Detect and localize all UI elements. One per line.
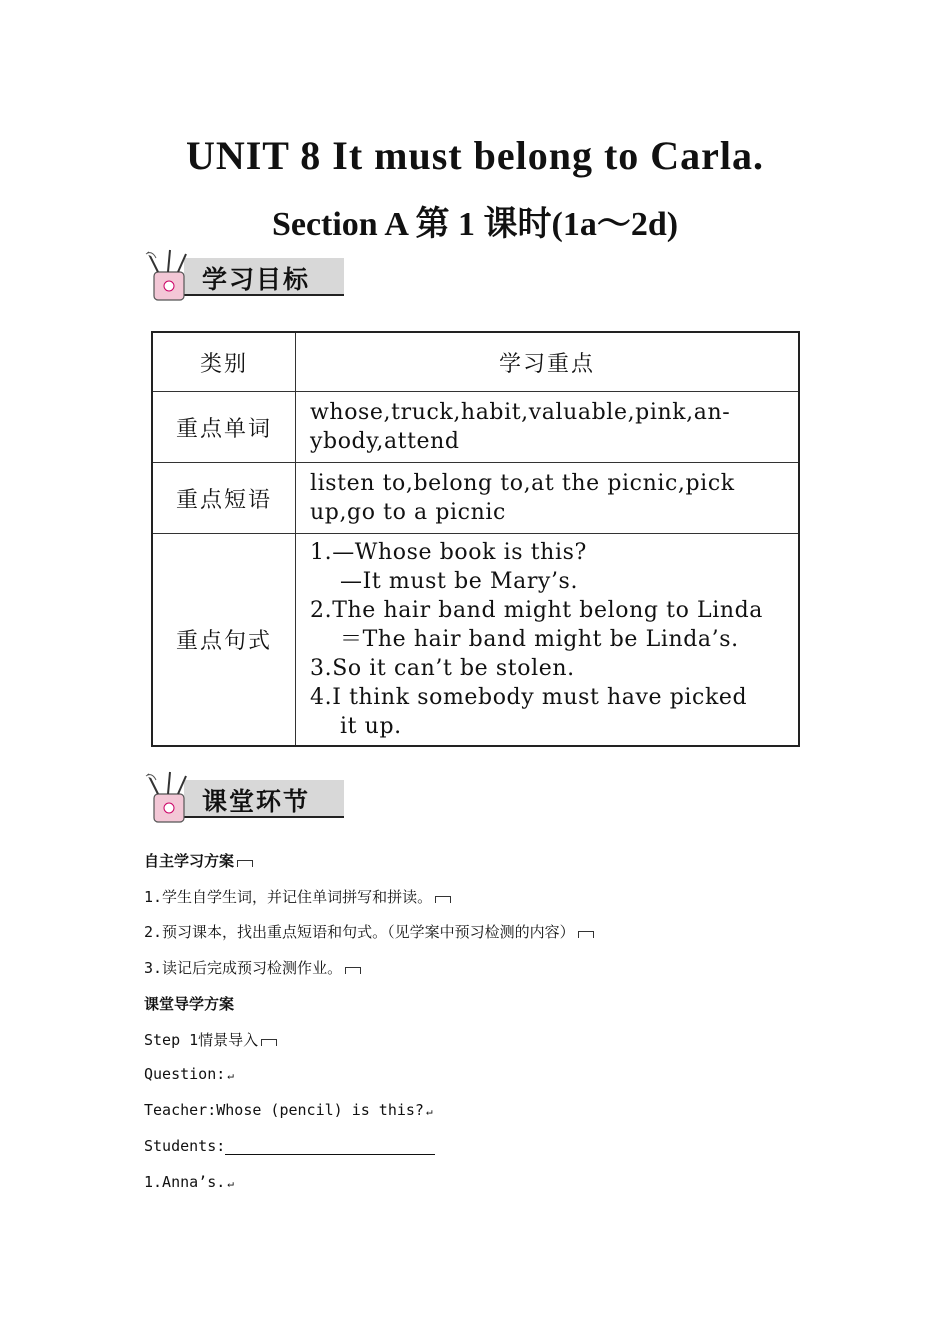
sentence: —It must be Mary’s. [340, 569, 579, 594]
paragraph-mark-icon [237, 860, 253, 867]
sentence: 3.So it can’t be stolen. [310, 656, 575, 681]
section-title: Section A 第 1 课时(1a～2d) [271, 206, 679, 243]
teacher-line: Teacher:Whose (pencil) is this? ↵ [144, 1101, 433, 1119]
sentence: 1.—Whose book is this? [310, 540, 587, 565]
table-row [152, 392, 799, 463]
paragraph-mark-icon [261, 1039, 277, 1046]
line-break-icon: ↵ [227, 1177, 234, 1190]
sentence: it up. [340, 714, 402, 739]
paragraph-mark-icon [578, 931, 594, 938]
guided-heading: 课堂导学方案 [144, 995, 235, 1013]
table-header-row [152, 332, 799, 392]
students-line: Students: [144, 1137, 435, 1155]
unit-title: UNIT 8 It must belong to Carla. [185, 133, 765, 178]
line-break-icon: ↵ [425, 1105, 433, 1118]
step-line: Step 1情景导入 [144, 1029, 277, 1050]
row-category: 重点句式 [152, 534, 296, 747]
header-category: 类别 [152, 332, 296, 392]
answer-line: 1.Anna’s. ↵ [144, 1173, 234, 1191]
list-item: 2.预习课本，找出重点短语和句式。（见学案中预习检测的内容） [144, 921, 594, 942]
answer-blank[interactable] [225, 1140, 435, 1155]
list-item: 3.读记后完成预习检测作业。 [144, 957, 361, 978]
row-content: listen to,belong to,at the picnic,pick up,go to a picnic [296, 463, 800, 534]
list-item: 1.学生自学生词，并记住单词拼写和拼读。 [144, 886, 451, 907]
goals-banner [140, 248, 352, 308]
header-focus: 学习重点 [296, 332, 800, 392]
sentence: 4.I think somebody must have picked [310, 685, 748, 710]
question-line: Question: ↵ [144, 1065, 234, 1083]
line-break-icon: ↵ [227, 1069, 234, 1082]
table-row [152, 534, 799, 747]
row-content: whose,truck,habit,valuable,pink,an-ybody,attend [296, 392, 800, 463]
sentence: 2.The hair band might belong to Linda [310, 598, 764, 623]
banner-label: 课堂环节 [202, 787, 311, 816]
row-category: 重点短语 [152, 463, 296, 534]
self-study-heading: 自主学习方案 [144, 850, 253, 871]
sentence: ＝The hair band might be Linda’s. [340, 627, 739, 652]
paragraph-mark-icon [435, 896, 451, 903]
row-sentences [296, 534, 800, 747]
pencil-cup-icon [140, 770, 200, 830]
paragraph-mark-icon [345, 967, 361, 974]
classroom-banner [140, 770, 352, 830]
row-category: 重点单词 [152, 392, 296, 463]
table-row [152, 463, 799, 534]
pencil-cup-icon [140, 248, 200, 308]
learning-goals-table [151, 331, 800, 747]
banner-label: 学习目标 [202, 265, 311, 294]
